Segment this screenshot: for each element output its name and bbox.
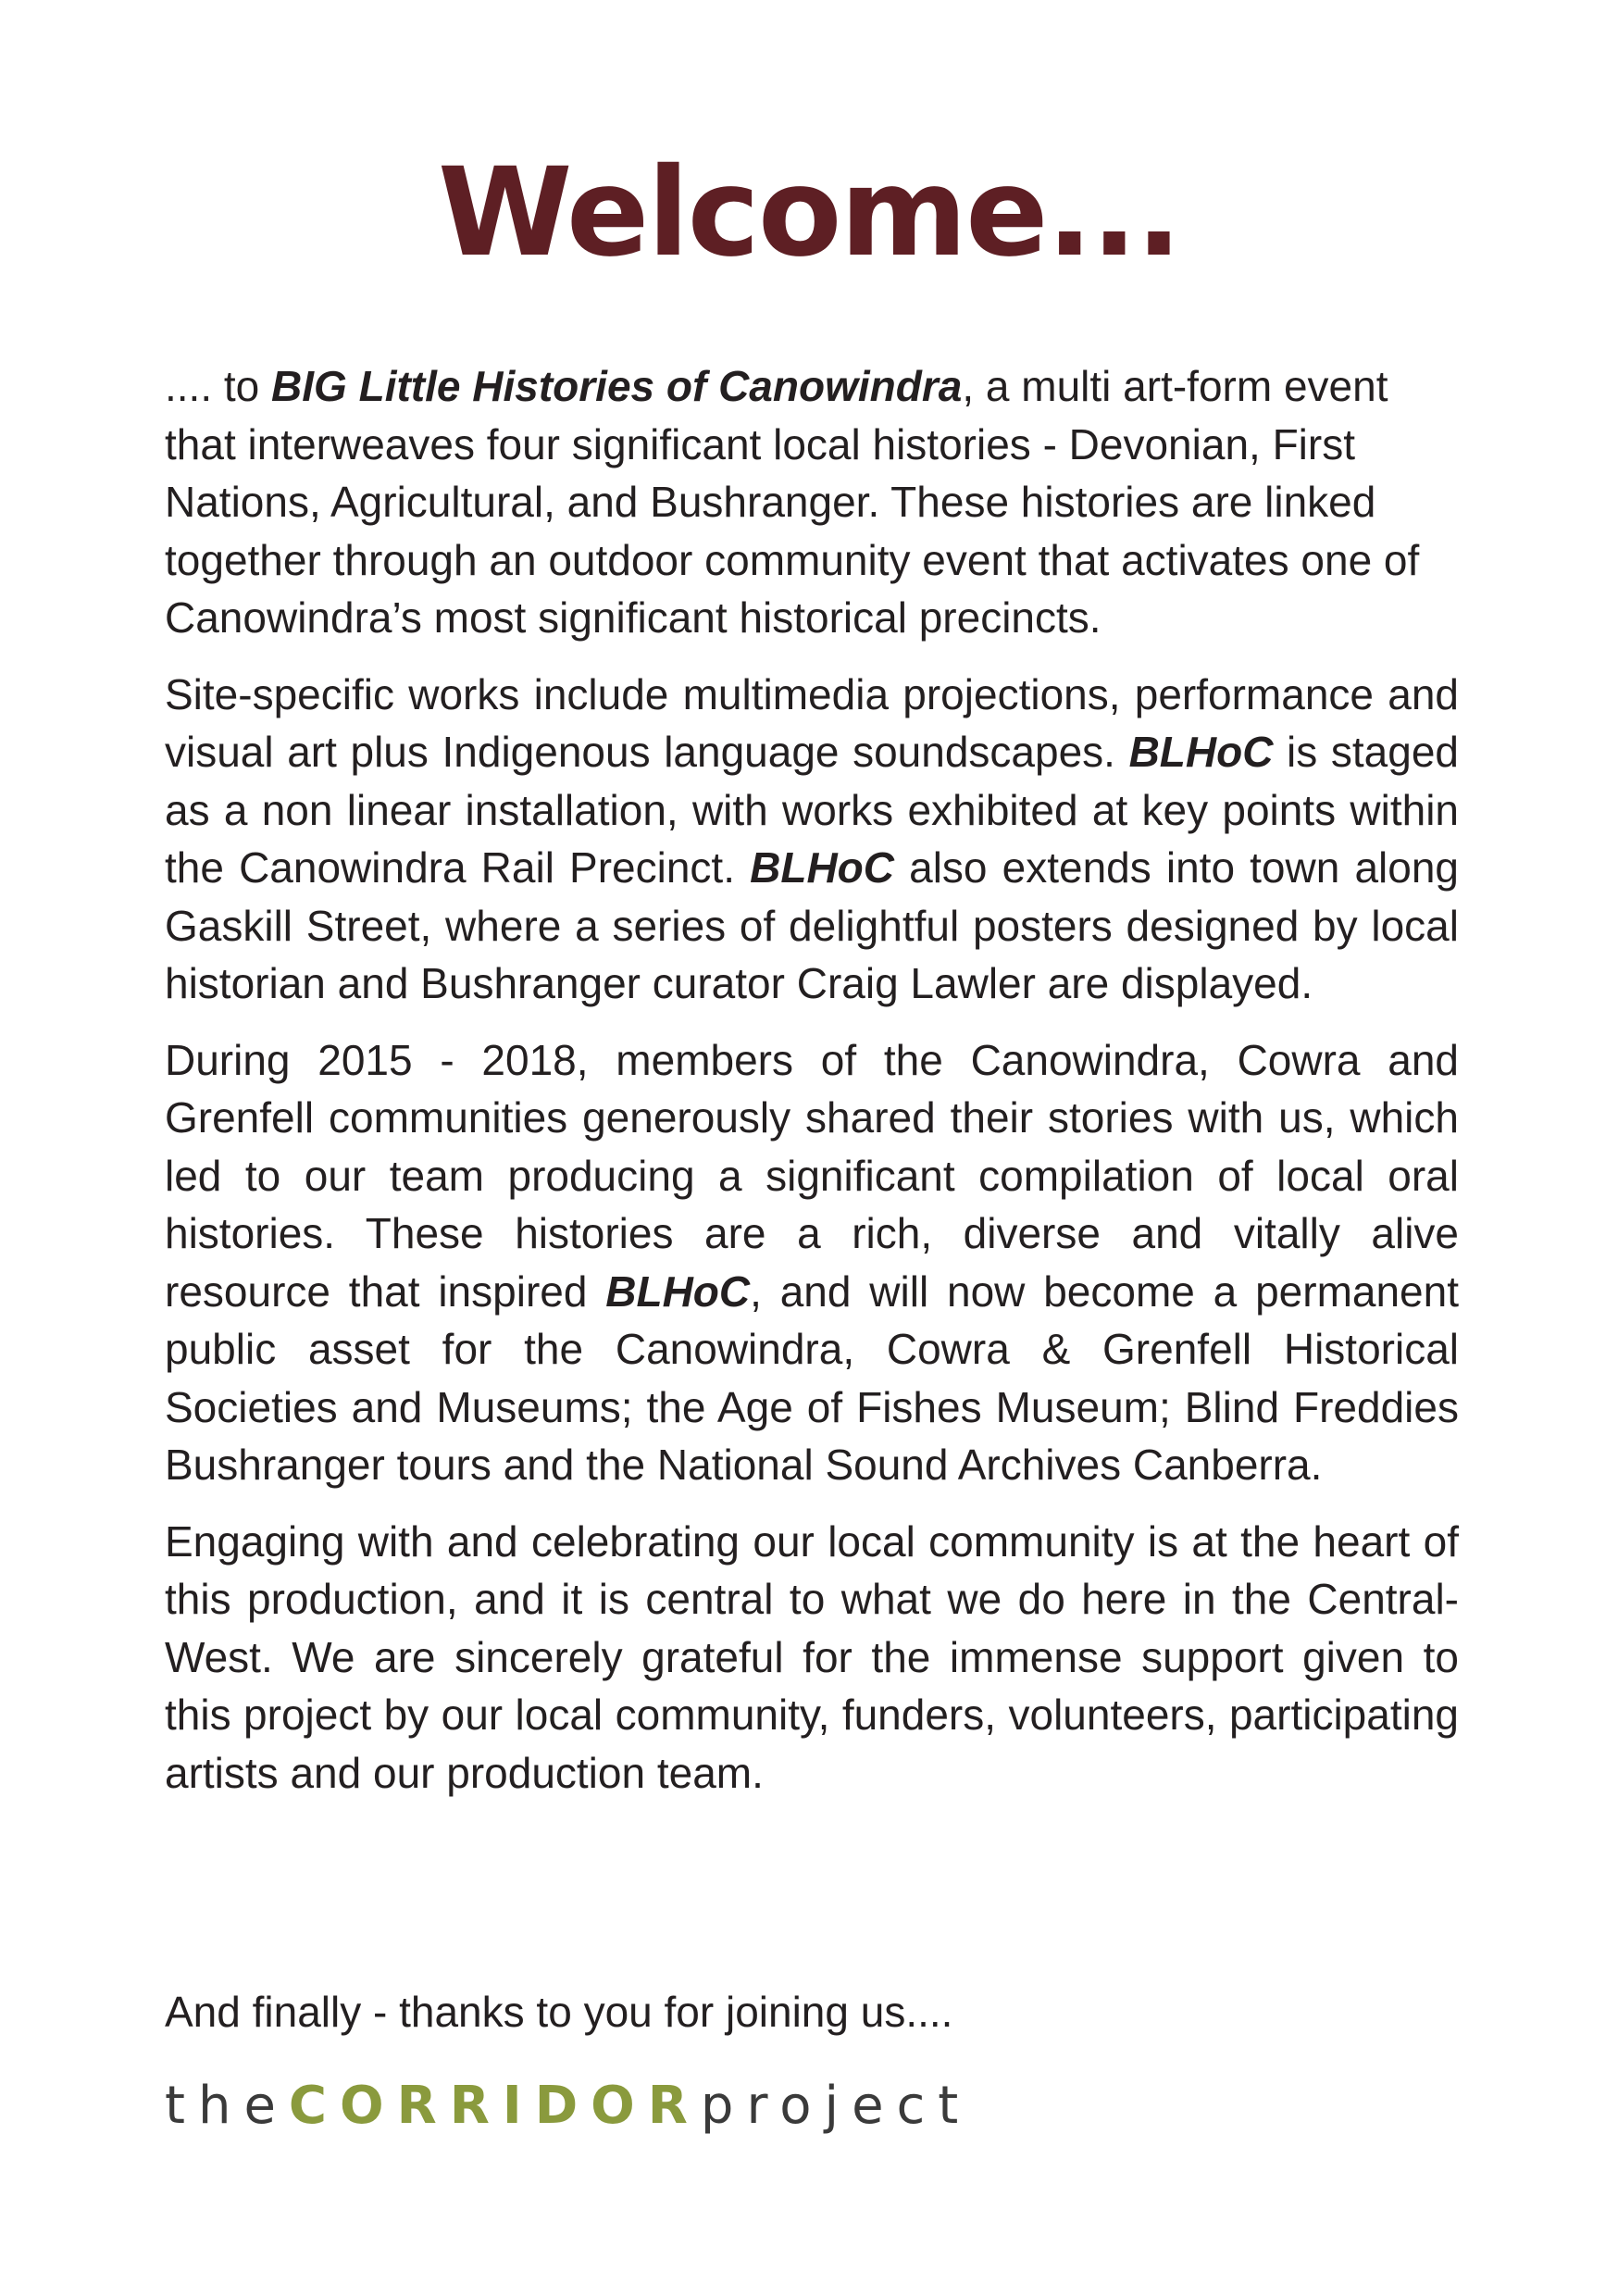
- histories-text-a: During 2015 - 2018, members of the Canowindra, Cowra and Grenfell communities generously shared their stories with us, which led to our team producing a significant compilation of local oral histories. These histories are a rich, diverse and vitally alive resource that inspired: [165, 1035, 1459, 1316]
- logo-project: project: [700, 2076, 972, 2136]
- blhoc-abbrev: BLHoC: [1128, 728, 1274, 776]
- intro-lead: .... to: [165, 362, 272, 410]
- closing-line: And finally - thanks to you for joining us....: [165, 1988, 953, 2036]
- intro-rest: , a multi art-form event that interweaves four significant local histories - Devonian, First Nations, Agricultural, and Bushranger. These histories are linked together through an outdoor community event that activates one of Canowindra’s most significant historical precincts.: [165, 362, 1420, 642]
- event-name: BIG Little Histories of Canowindra: [271, 362, 963, 410]
- body-text: [165, 357, 1459, 1820]
- works-text-b: is staged as a non linear installation, with works exhibited at key points within the Canowindra Rail Precinct.: [165, 728, 1459, 892]
- paragraph-histories: [165, 1031, 1459, 1494]
- blhoc-abbrev: BLHoC: [750, 843, 894, 892]
- histories-text-b: , and will now become a permanent public asset for the Canowindra, Cowra & Grenfell Historical Societies and Museums; the Age of Fishes Museum; Blind Freddies Bushranger tours and the National Sound Archives Canberra.: [165, 1267, 1459, 1489]
- paragraph-works: [165, 666, 1459, 1013]
- logo-corridor: CORRIDOR: [288, 2076, 701, 2136]
- works-text-c: also extends into town along Gaskill Street, where a series of delightful posters designed by local historian and Bushranger curator Craig Lawler are displayed.: [165, 843, 1459, 1007]
- page-title: Welcome...: [437, 142, 1181, 284]
- logo-the: the: [165, 2076, 289, 2136]
- paragraph-intro: [165, 357, 1459, 647]
- blhoc-abbrev: BLHoC: [605, 1267, 751, 1316]
- works-text-a: Site-specific works include multimedia projections, performance and visual art plus Indigenous language soundscapes.: [165, 669, 1459, 776]
- paragraph-community: Engaging with and celebrating our local community is at the heart of this production, and it is central to what we do here in the Central-West. We are sincerely grateful for the immense support given to this project by our local community, funders, volunteers, participating artists and our production team.: [165, 1516, 1459, 1797]
- corridor-project-logo: [165, 2074, 971, 2139]
